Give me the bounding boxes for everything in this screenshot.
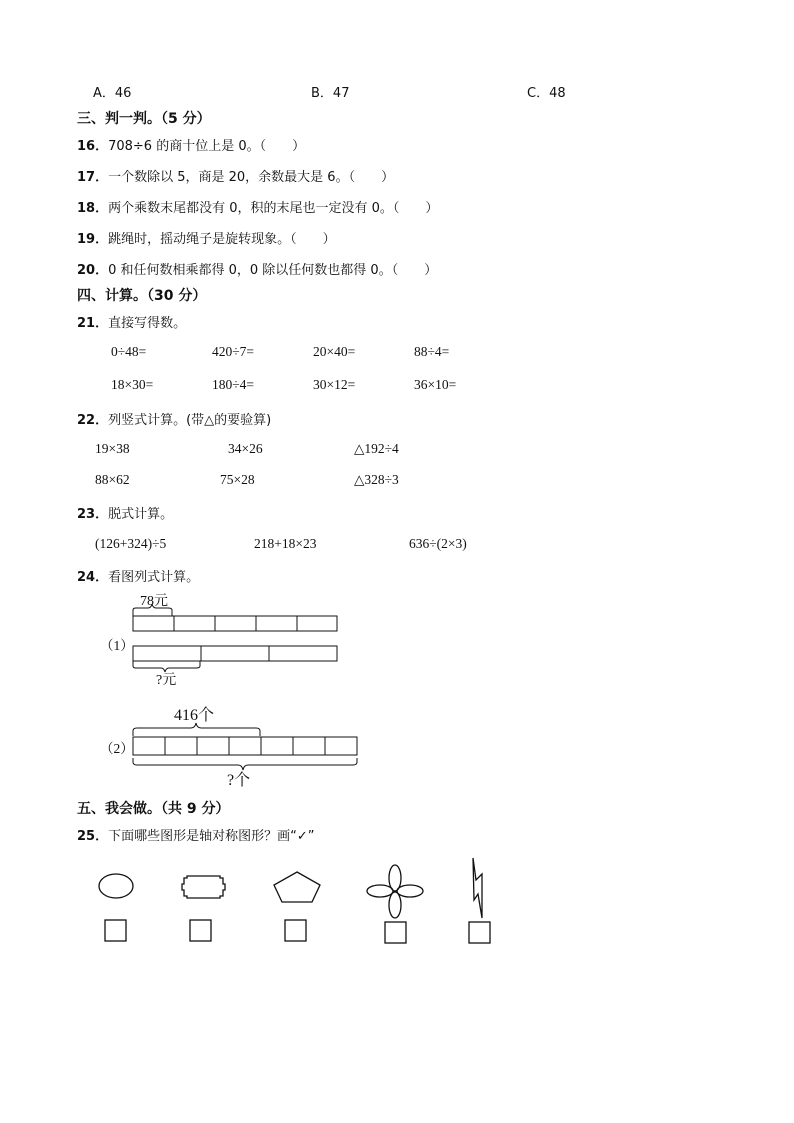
answer-checkbox	[105, 920, 126, 941]
calc-item: 36×10=	[414, 377, 457, 392]
question-text: 列竖式计算。(带△的要验算)	[108, 413, 272, 428]
bar-segment	[325, 737, 357, 755]
calc-item: 420÷7=	[212, 344, 255, 359]
pentagon-shape	[274, 872, 320, 902]
question-text: 下面哪些图形是轴对称图形？画“✓”	[108, 829, 315, 844]
bar-segment	[133, 737, 165, 755]
choice-c: C．48	[527, 86, 566, 101]
calc-item: 30×12=	[313, 377, 356, 392]
bar-segment	[297, 616, 337, 631]
vertical-calc-item: △192÷4	[354, 441, 399, 456]
vertical-calc-item: 34×26	[228, 441, 263, 456]
question-number: 21．	[77, 316, 109, 331]
ticket-shape	[182, 876, 225, 898]
section3-title: 三、判一判。（5 分）	[77, 111, 211, 127]
bar-segment	[269, 646, 337, 661]
question-number: 24．	[77, 570, 109, 585]
question-17	[77, 166, 394, 185]
question-number: 19．	[77, 232, 109, 247]
vertical-calc-item: 88×62	[95, 472, 130, 487]
question-text: 直接写得数。	[108, 316, 187, 331]
question-18	[77, 197, 438, 216]
vertical-calc-item: 75×28	[220, 472, 255, 487]
answer-checkbox	[285, 920, 306, 941]
vertical-calc-item: 19×38	[95, 441, 130, 456]
section4-title: 四、计算。（30 分）	[77, 288, 207, 304]
question-number: 17．	[77, 170, 109, 185]
top-brace-label: 416个	[174, 707, 215, 724]
bar-segment	[201, 646, 269, 661]
bar-segment	[261, 737, 293, 755]
answer-checkbox	[190, 920, 211, 941]
question-23	[77, 503, 173, 522]
bottom-brace-label: ?元	[156, 673, 177, 688]
symmetry-shapes	[90, 850, 510, 950]
calc-item: 88÷4=	[414, 344, 450, 359]
answer-checkbox	[469, 922, 490, 943]
stepwise-calc-item: 218+18×23	[254, 536, 317, 551]
question-number: 22．	[77, 413, 109, 428]
question-text: 708÷6 的商十位上是 0。（ ）	[108, 139, 306, 154]
bottom-brace	[133, 758, 357, 770]
calc-item: 20×40=	[313, 344, 356, 359]
choice-b: B．47	[311, 86, 350, 101]
question-25	[77, 825, 314, 844]
question-24	[77, 566, 199, 585]
question-20	[77, 259, 437, 278]
calc-item: 180÷4=	[212, 377, 255, 392]
flower-shape	[367, 865, 423, 918]
bar-diagram-2	[128, 703, 364, 791]
stepwise-calc-item: (126+324)÷5	[95, 536, 167, 551]
ellipse-shape	[99, 874, 133, 898]
answer-checkbox	[385, 922, 406, 943]
bottom-brace	[133, 661, 200, 672]
question-text: 两个乘数末尾都没有 0，积的末尾也一定没有 0。（ ）	[108, 201, 439, 216]
question-16	[77, 135, 305, 154]
bar-segment	[256, 616, 297, 631]
diagram1-label: （1）	[100, 638, 134, 653]
bottom-brace-label: ?个	[227, 772, 251, 789]
question-19	[77, 228, 336, 247]
calc-item: 0÷48=	[111, 344, 147, 359]
stepwise-calc-item: 636÷(2×3)	[409, 536, 467, 551]
question-number: 23．	[77, 507, 109, 522]
top-brace	[133, 723, 260, 736]
question-text: 脱式计算。	[108, 507, 174, 522]
bar-segment	[165, 737, 197, 755]
bar-segment	[174, 616, 215, 631]
question-text: 一个数除以 5，商是 20，余数最大是 6。（ ）	[108, 170, 395, 185]
question-text: 看图列式计算。	[108, 570, 200, 585]
bar-segment	[197, 737, 229, 755]
bar-segment	[229, 737, 261, 755]
bar-segment	[293, 737, 325, 755]
section5-title: 五、我会做。（共 9 分）	[77, 801, 230, 817]
question-text: 0 和任何数相乘都得 0，0 除以任何数也都得 0。（ ）	[108, 263, 438, 278]
calc-item: 18×30=	[111, 377, 154, 392]
question-21	[77, 312, 186, 331]
bar-segment	[133, 616, 174, 631]
question-22	[77, 409, 271, 428]
bar-segment	[215, 616, 256, 631]
vertical-calc-item: △328÷3	[354, 472, 399, 487]
question-number: 16．	[77, 139, 109, 154]
diagram2-label: （2）	[100, 741, 134, 756]
question-number: 25．	[77, 829, 109, 844]
question-text: 跳绳时，摇动绳子是旋转现象。（ ）	[108, 232, 336, 247]
top-brace-label: 78元	[140, 594, 168, 609]
bar-segment	[133, 646, 201, 661]
question-number: 20．	[77, 263, 109, 278]
bar-diagram-1	[128, 590, 343, 688]
lightning-shape	[473, 858, 482, 918]
question-number: 18．	[77, 201, 109, 216]
choice-a: A．46	[93, 86, 132, 101]
